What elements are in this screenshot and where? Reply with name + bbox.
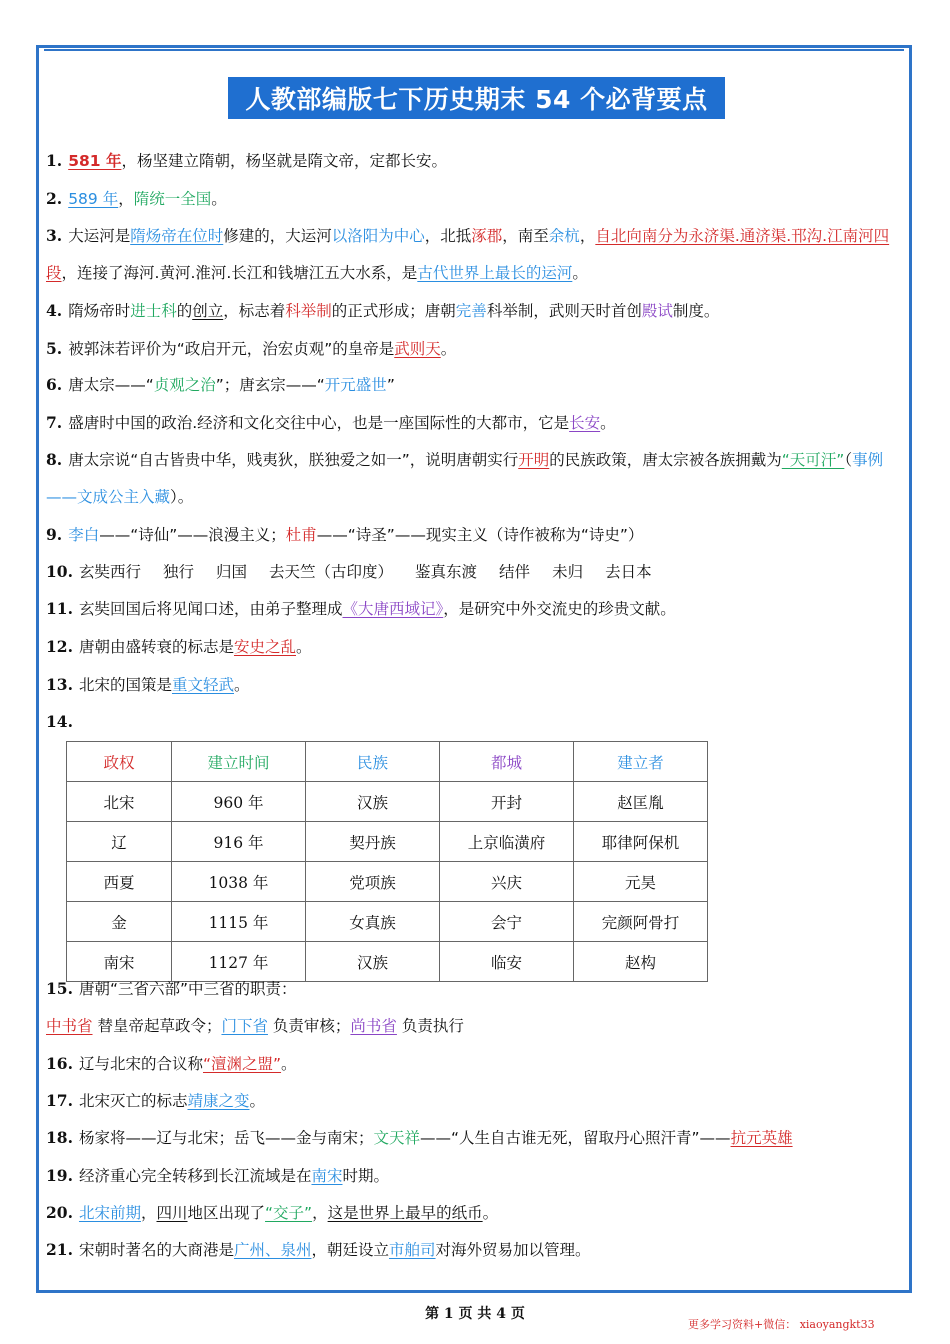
point-4: 4. 隋炀帝时进士科的创立，标志着科举制的正式形成；唐朝完善科举制，武则天时首创殿试制度。 — [46, 301, 720, 320]
table-header-row — [67, 742, 708, 782]
frame-top-rule — [44, 49, 904, 51]
keyword: 靖康之变 — [187, 1092, 250, 1110]
keyword: 开元盛世 — [324, 376, 387, 394]
keyword: “交子” — [265, 1204, 313, 1222]
point-13: 13. 北宋的国策是重文轻武。 — [46, 675, 250, 694]
table-header: 建立者 — [574, 742, 708, 782]
keyword: 尚书省 — [350, 1017, 397, 1035]
keyword: 创立 — [192, 302, 224, 320]
point-17: 17. 北宋灭亡的标志靖康之变。 — [46, 1091, 266, 1110]
point-15-detail: 中书省 替皇帝起草政令；门下省 负责审核；尚书省 负责执行 — [46, 1017, 464, 1035]
page-title: 人教部编版七下历史期末 54 个必背要点 — [228, 77, 725, 119]
point-2: 2. 589 年，隋统一全国。 — [46, 189, 227, 208]
point-21: 21. 宋朝时著名的大商港是广州、泉州，朝廷设立市舶司对海外贸易加以管理。 — [46, 1240, 591, 1259]
keyword: 中书省 — [46, 1017, 93, 1035]
table-header: 都城 — [440, 742, 574, 782]
keyword: 以洛阳为中心 — [331, 227, 425, 245]
point-14: 14. — [46, 712, 73, 731]
point-10: 10. 玄奘西行 独行 归国 去天竺（古印度） 鉴真东渡 结伴 未归 去日本 — [46, 562, 652, 581]
regimes-table — [66, 741, 708, 982]
point-5: 5. 被郭沫若评价为“政启开元，治宏贞观”的皇帝是武则天。 — [46, 339, 457, 358]
keyword: 安史之乱 — [233, 638, 296, 656]
keyword: 抗元英雄 — [730, 1129, 793, 1147]
table-row: 北宋 960 年 汉族 开封 赵匡胤 — [67, 782, 708, 822]
table-row: 辽 916 年 契丹族 上京临潢府 耶律阿保机 — [67, 822, 708, 862]
keyword: 李白 — [68, 526, 100, 544]
keyword: 文天祥 — [373, 1129, 420, 1147]
point-1: 1. 581 年，杨坚建立隋朝，杨坚就是隋文帝，定都长安。 — [46, 151, 447, 170]
point-8: 8. 唐太宗说“自古皆贵中华，贱夷狄，朕独爱之如一”，说明唐朝实行开明的民族政策，唐太宗被各族拥戴为“天可汗”（事例——文成公主入藏）。 — [46, 450, 884, 506]
keyword: 余杭 — [548, 227, 580, 245]
table-row: 南宋 1127 年 汉族 临安 赵构 — [67, 942, 708, 982]
keyword: 科举制 — [285, 302, 332, 320]
point-7: 7. 盛唐时中国的政治.经济和文化交往中心，也是一座国际性的大都市，它是长安。 — [46, 413, 616, 432]
keyword: “天可汗” — [781, 451, 845, 469]
point-11: 11. 玄奘回国后将见闻口述，由弟子整理成《大唐西域记》，是研究中外交流史的珍贵文献。 — [46, 599, 676, 618]
table-row: 西夏 1038 年 党项族 兴庆 元昊 — [67, 862, 708, 902]
keyword: 开明 — [518, 451, 550, 469]
point-15: 15. 唐朝“三省六部”中三省的职责： — [46, 979, 297, 998]
keyword: 事例——文成公主入藏 — [46, 451, 884, 506]
keyword: 涿郡 — [471, 227, 503, 245]
point-12: 12. 唐朝由盛转衰的标志是安史之乱。 — [46, 637, 312, 656]
keyword: 广州、泉州 — [233, 1241, 312, 1259]
keyword: 这是世界上最早的纸币 — [327, 1204, 483, 1222]
keyword: 贞观之治 — [153, 376, 216, 394]
keyword: 四川 — [156, 1204, 188, 1222]
point-3: 3. 大运河是隋炀帝在位时修建的，大运河以洛阳为中心，北抵涿郡，南至余杭，自北向南分为永济渠.通济渠.邗沟.江南河四段，连接了海河.黄河.淮河.长江和钱塘江五大水系，是古代世界上最长的运河。 — [46, 226, 890, 282]
keyword: 自北向南分为永济渠.通济渠.邗沟.江南河四段 — [46, 227, 890, 282]
keyword: 《大唐西域记》 — [342, 600, 444, 618]
watermark-text: 更多学习资料+微信： xiaoyangkt33 — [688, 1318, 875, 1331]
keyword: 杜甫 — [285, 526, 317, 544]
table-header: 政权 — [67, 742, 172, 782]
table-row: 金 1115 年 女真族 会宁 完颜阿骨打 — [67, 902, 708, 942]
keyword: 殿试 — [641, 302, 673, 320]
point-19: 19. 经济重心完全转移到长江流域是在南宋时期。 — [46, 1166, 390, 1185]
point-6: 6. 唐太宗——“贞观之治”；唐玄宗——“开元盛世” — [46, 375, 395, 394]
point-18: 18. 杨家将——辽与北宋；岳飞——金与南宋；文天祥——“人生自古谁无死，留取丹心照汗青”——抗元英雄 — [46, 1128, 793, 1147]
keyword: 589 年 — [68, 190, 119, 208]
keyword: 长安 — [569, 414, 601, 432]
keyword: 北宋前期 — [78, 1204, 141, 1222]
keyword: 隋统一全国 — [133, 190, 212, 208]
keyword: 隋炀帝在位时 — [130, 227, 224, 245]
keyword: 南宋 — [311, 1167, 343, 1185]
keyword: 重文轻武 — [171, 676, 234, 694]
table-header: 民族 — [306, 742, 440, 782]
keyword: 进士科 — [130, 302, 177, 320]
keyword: 古代世界上最长的运河 — [417, 264, 573, 282]
point-16: 16. 辽与北宋的合议称“澶渊之盟”。 — [46, 1054, 297, 1073]
point-9: 9. 李白——“诗仙”——浪漫主义；杜甫——“诗圣”——现实主义（诗作被称为“诗史”） — [46, 525, 644, 544]
page-number: 第 1 页 共 4 页 — [425, 1306, 525, 1322]
point-20: 20. 北宋前期，四川地区出现了“交子”，这是世界上最早的纸币。 — [46, 1203, 499, 1222]
keyword: 武则天 — [394, 340, 441, 358]
keyword: 市舶司 — [389, 1241, 436, 1259]
keyword: “澶渊之盟” — [202, 1055, 282, 1073]
keyword: 581 年 — [68, 152, 122, 170]
keyword: 门下省 — [221, 1017, 268, 1035]
keyword: 完善 — [455, 302, 487, 320]
table-header: 建立时间 — [172, 742, 306, 782]
